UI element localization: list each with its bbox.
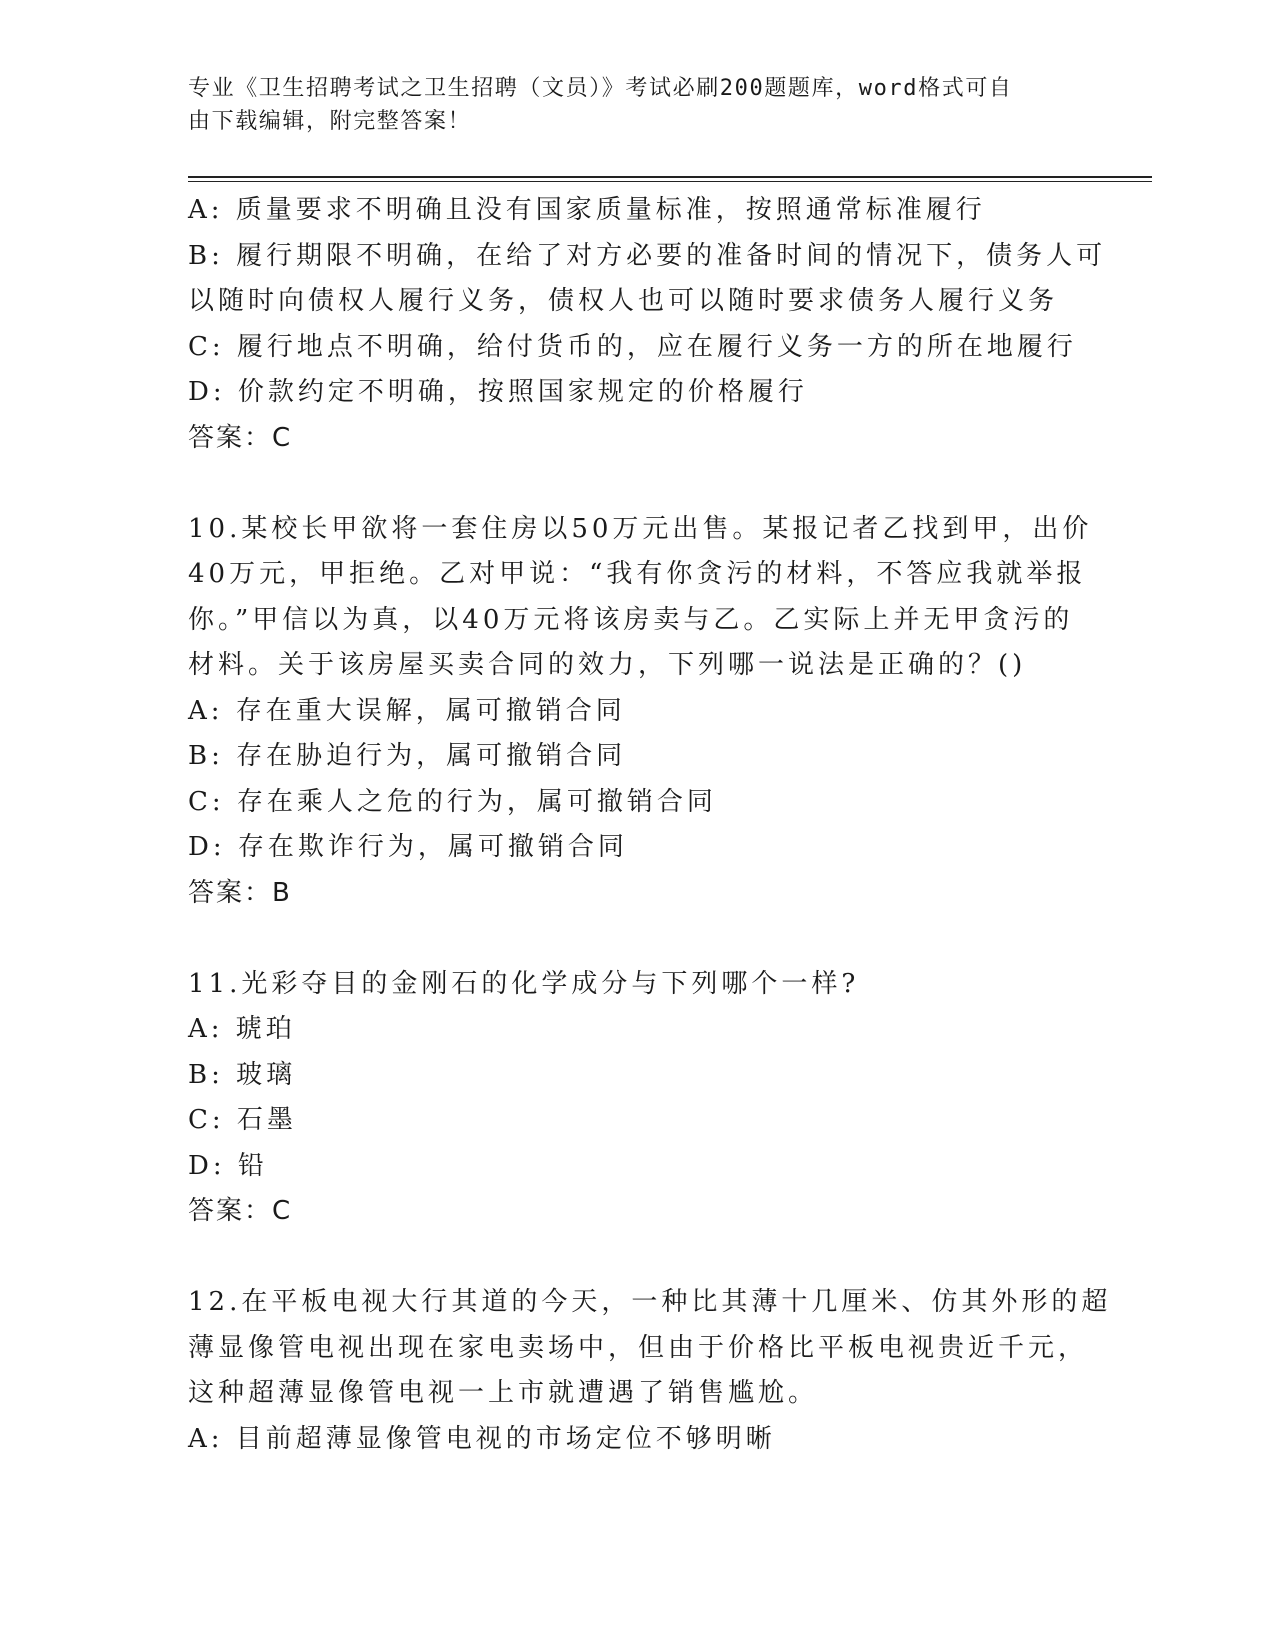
option-d: D: 铅 [188, 1150, 268, 1181]
question-text-line-1: 12.在平板电视大行其道的今天，一种比其薄十几厘米、仿其外形的超 [188, 1287, 1112, 1317]
option-b-line-2: 以随时向债权人履行义务，债权人也可以随时要求债务人履行义务 [188, 286, 1059, 316]
option-a: A: 琥珀 [188, 1014, 296, 1044]
option-b: B: 存在胁迫行为，属可撤销合同 [188, 741, 627, 771]
header-divider-thick [188, 176, 1152, 178]
question-text-line-1: 11.光彩夺目的金刚石的化学成分与下列哪个一样? [188, 968, 860, 999]
option-c: C: 存在乘人之危的行为，属可撤销合同 [188, 786, 717, 817]
option-b-line-1: B: 履行期限不明确，在给了对方必要的准备时间的情况下，债务人可 [188, 240, 1107, 271]
spacer [188, 1235, 1088, 1281]
option-b: B: 玻璃 [188, 1059, 297, 1090]
question-text-line-2: 薄显像管电视出现在家电卖场中，但由于价格比平板电视贵近千元， [188, 1332, 1089, 1363]
question-text-line-4: 材料。关于该房屋买卖合同的效力，下列哪一说法是正确的？() [188, 650, 1027, 680]
answer: 答案：C [188, 1196, 293, 1226]
question-content [188, 188, 1112, 1462]
document-header [188, 72, 1068, 138]
question-9 [188, 188, 1107, 461]
question-12 [188, 1280, 1112, 1462]
header-divider-thin [188, 181, 1152, 182]
question-11 [188, 962, 1088, 1235]
header-line-2: 由下载编辑，附完整答案！ [188, 109, 472, 134]
option-d: D: 存在欺诈行为，属可撤销合同 [188, 832, 628, 862]
spacer [188, 916, 1088, 962]
answer: 答案：C [188, 422, 293, 453]
question-text-line-3: 这种超薄显像管电视一上市就遭遇了销售尴尬。 [188, 1378, 819, 1408]
question-10 [188, 507, 1093, 917]
question-text-line-3: 你。”甲信以为真，以40万元将该房卖与乙。乙实际上并无甲贪污的 [188, 604, 1074, 635]
question-text-line-2: 40万元，甲拒绝。乙对甲说：“我有你贪污的材料，不答应我就举报 [188, 559, 1087, 589]
option-d: D: 价款约定不明确，按照国家规定的价格履行 [188, 377, 808, 407]
question-text-line-1: 10.某校长甲欲将一套住房以50万元出售。某报记者乙找到甲，出价 [188, 513, 1093, 544]
option-c: C: 履行地点不明确，给付货币的，应在履行义务一方的所在地履行 [188, 331, 1077, 362]
option-c: C: 石墨 [188, 1105, 297, 1135]
option-a: A: 存在重大误解，属可撤销合同 [188, 695, 626, 726]
answer: 答案：B [188, 877, 292, 908]
header-line-1: 专业《卫生招聘考试之卫生招聘（文员）》考试必刷200题题库，word格式可自 [188, 76, 1013, 101]
option-a: A: 目前超薄显像管电视的市场定位不够明晰 [188, 1423, 776, 1454]
spacer [188, 461, 1088, 507]
option-a: A: 质量要求不明确且没有国家质量标准，按照通常标准履行 [188, 195, 986, 225]
